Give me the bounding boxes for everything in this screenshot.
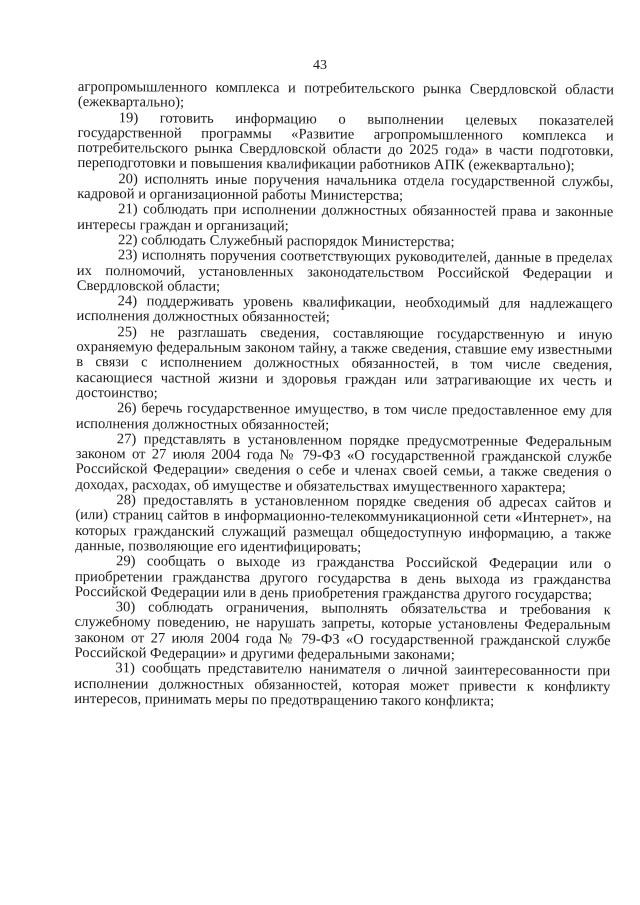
paragraph-item-24: 24) поддерживать уровень квалификации, необходимый для надлежащего исполнения должностных обязанностей;: [76, 293, 613, 326]
paragraph-item-29: 29) сообщать о выходе из гражданства Российской Федерации или о приобретении гражданства другого государства в день выхода из гражданства Российской Федерации или в день приобретения гражданства другого государства;: [74, 553, 612, 603]
page-number: 43: [313, 58, 327, 73]
paragraph-item-21: 21) соблюдать при исполнении должностных обязанностей права и законные интересы граждан и организаций;: [77, 201, 614, 234]
paragraph-item-28: 28) предоставлять в установленном порядке сведения об адресах сайтов и (или) страниц сайтов в информационно-телекоммуникационной сети «Интернет», на которых гражданский служащий размещал общедоступную информацию, а также данные, позволяющие его идентифицировать;: [75, 492, 612, 556]
paragraph-item-27: 27) представлять в установленном порядке предусмотренные Федеральным законом от 27 июля 2004 года № 79-ФЗ «О государственной гражданской службе Российской Федерации» сведения о себе и членах своей семьи, а также сведения о доходах, расходах, об имуществе и обязательствах имущественного характера;: [75, 431, 612, 496]
document-body: [74, 80, 614, 710]
paragraph-item-19: 19) готовить информацию о выполнении целевых показателей государственной программы «Развитие агропромышленного комплекса и потребительского рынка Свердловской области до 2025 года» в части подготовки, переподготовки и повышения квалификации работников АПК (ежеквартально);: [77, 109, 614, 175]
paragraph-continuation: агропромышленного комплекса и потребительского рынка Свердловской области (ежеквартально);: [77, 79, 614, 111]
paragraph-item-22: 22) соблюдать Служебный распорядок Министерства;: [117, 232, 455, 251]
paragraph-item-31: 31) сообщать представителю нанимателя о личной заинтересованности при исполнении должностных обязанностей, которая может привести к конфликту интересов, принимать меры по предотвращению такого конфликта;: [74, 660, 611, 710]
paragraph-item-30: 30) соблюдать ограничения, выполнять обязательства и требования к служебному поведению, не нарушать запреты, которые установлены Федеральным законом от 27 июля 2004 года № 79-ФЗ «О государственной гражданской службе Российской Федерации» и другими федеральными законами;: [74, 599, 611, 664]
paragraph-item-20: 20) исполнять иные поручения начальника отдела государственной службы, кадровой и организационной работы Министерства;: [77, 171, 614, 205]
paragraph-item-23: 23) исполнять поручения соответствующих руководителей, данные в пределах их полномочий, установленных законодательством Российской Федерации и Свердловской области;: [76, 247, 613, 295]
paragraph-item-25: 25) не разглашать сведения, составляющие государственную и иную охраняемую федеральным законом тайну, а также сведения, ставшие ему известными в связи с исполнением должностных обязанностей, в том числе сведения, касающиеся частной жизни и здоровья граждан или затрагивающие их честь и достоинство;: [76, 323, 613, 402]
paragraph-item-26: 26) беречь государственное имущество, в том числе предоставленное ему для исполнения должностных обязанностей;: [75, 400, 613, 434]
